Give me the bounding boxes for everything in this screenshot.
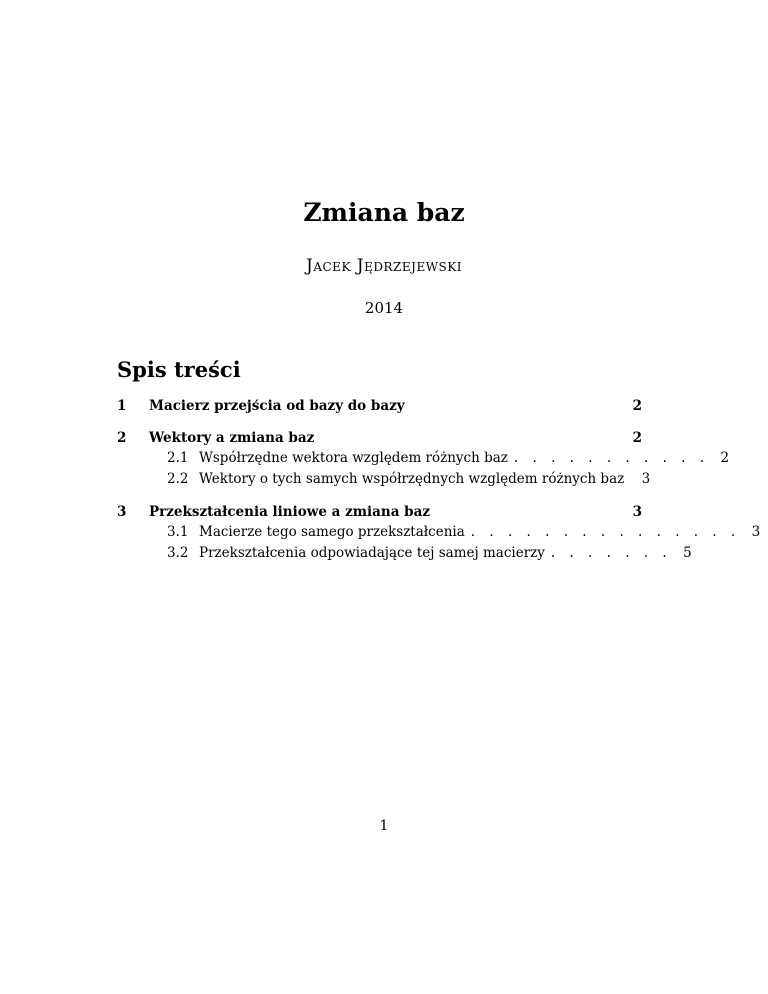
toc-entry-3-2[interactable] <box>117 543 692 563</box>
toc-entry-title: Macierze tego samego przekształcenia <box>199 524 465 540</box>
toc-leader-dots: . . . . . . . . . . . . . . . <box>470 524 741 540</box>
page-number: 1 <box>379 818 389 834</box>
toc-entry-page: 5 <box>683 545 692 561</box>
toc-heading: Spis treści <box>117 357 241 382</box>
toc-entry-page: 2 <box>720 450 730 466</box>
toc-entry-page: 2 <box>632 398 642 414</box>
toc-entry-2-1[interactable] <box>117 448 730 468</box>
toc-entry-2[interactable] <box>117 428 642 448</box>
toc-entry-number: 2.1 <box>167 450 189 466</box>
toc-entry-page: 3 <box>641 471 651 487</box>
toc-entry-3-1[interactable] <box>117 522 761 542</box>
toc-entry-number: 3.2 <box>167 545 189 561</box>
toc-leader-dots: . . . . . . . <box>550 545 672 561</box>
document-date: 2014 <box>364 299 404 317</box>
toc-entry-number: 1 <box>117 398 127 414</box>
toc-entry-title: Przekształcenia odpowiadające tej samej macierzy <box>199 545 545 561</box>
toc-entry-number: 3.1 <box>167 524 189 540</box>
toc-entry-number: 3 <box>117 504 127 520</box>
toc-entry-3[interactable] <box>117 502 642 522</box>
toc-entry-1[interactable] <box>117 396 642 416</box>
toc-entry-number: 2.2 <box>167 471 189 487</box>
toc-entry-title: Wektory a zmiana baz <box>149 430 315 446</box>
document-title: Zmiana baz <box>303 198 465 227</box>
toc-entry-page: 3 <box>632 504 642 520</box>
toc-entry-2-2[interactable] <box>117 469 651 489</box>
toc-entry-number: 2 <box>117 430 127 446</box>
toc-entry-title: Przekształcenia liniowe a zmiana baz <box>149 504 431 520</box>
toc-entry-page: 3 <box>751 524 761 540</box>
document-author: Jacek Jędrzejewski <box>306 256 462 276</box>
toc-entry-title: Wektory o tych samych współrzędnych względem różnych baz <box>199 471 625 487</box>
toc-entry-title: Współrzędne wektora względem różnych baz <box>199 450 508 466</box>
toc-leader-dots: . . . . . . . . . . . <box>513 450 710 466</box>
toc-entry-title: Macierz przejścia od bazy do bazy <box>149 398 405 414</box>
toc-entry-page: 2 <box>632 430 642 446</box>
